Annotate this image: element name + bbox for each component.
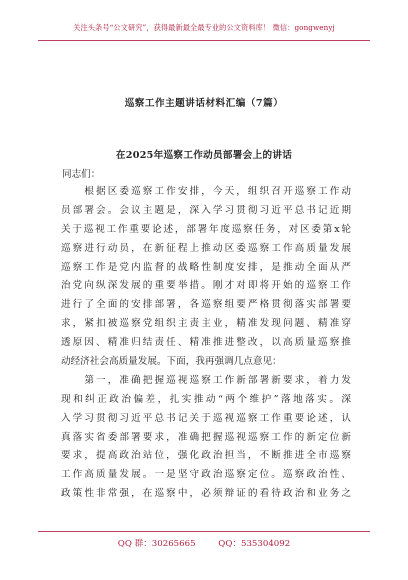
body-line: 工作高质量发展。一是坚守政治巡察定位。巡察政治性、: [61, 469, 351, 481]
speech-title: 在2025年巡察工作动员部署会上的讲话: [115, 150, 293, 161]
body-line: 动经济社会高质量发展。下面，我再强调几点意见：: [61, 356, 282, 368]
body-line: 要求，提高政治站位，强化政治担当，不断推进全市巡察: [61, 450, 351, 462]
body-line: 员部署会。会议主题是，深入学习贯彻习近平总书记近期: [61, 204, 351, 216]
footer-ad: [0, 537, 408, 549]
body-line: 政策性非常强，在巡察中，必须辩证的看待政治和业务之: [61, 488, 351, 500]
salutation: 同志们：: [62, 169, 101, 180]
body-line: 第一，准确把握巡视巡察工作新部署新要求，着力发: [61, 374, 351, 386]
header-ad-text: 关注头条号“公文研究”，获得最新最全最专业的公文资料库！ 微信：gongwenyj: [73, 23, 335, 32]
body-line: 真落实省委部署要求，准确把握巡视巡察工作的新定位新: [61, 431, 351, 443]
body-line: 求，紧扣被巡察党组织主责主业，精准发现问题、精准穿: [61, 318, 351, 330]
footer-qq: QQ：535304092: [218, 539, 291, 549]
body-line: 治党向纵深发展的重要举措。刚才对即将开始的巡察工作: [61, 280, 351, 292]
body-line: 根据区委巡察工作安排，今天，组织召开巡察工作动: [61, 186, 351, 197]
body-line: 关于巡视工作重要论述，部署年度巡察任务，对区委第x轮: [61, 223, 351, 235]
body-line: 透原因、精准归结责任、精准推进整改，以高质量巡察推: [61, 337, 351, 349]
footer-qq-group: QQ 群：30265665: [117, 539, 196, 549]
body-line: 入学习贯彻习近平总书记关于巡视巡察工作重要论述，认: [61, 412, 351, 424]
body-line: 巡察工作是党内监督的战略性制度安排，是推动全面从严: [61, 261, 351, 273]
body-line: 进行了全面的安排部署，各巡察组要严格贯彻落实部署要: [61, 299, 351, 311]
body-line: 巡察进行动员，在新征程上推动区委巡察工作高质量发展: [61, 242, 351, 254]
document-title: 巡察工作主题讲话材料汇编（7篇）: [124, 98, 284, 109]
speech-body: [61, 183, 351, 504]
footer-divider: [38, 531, 370, 532]
body-line: 现和纠正政治偏差，扎实推动“两个维护”落地落实。深: [61, 393, 351, 405]
header-divider: [38, 40, 370, 41]
